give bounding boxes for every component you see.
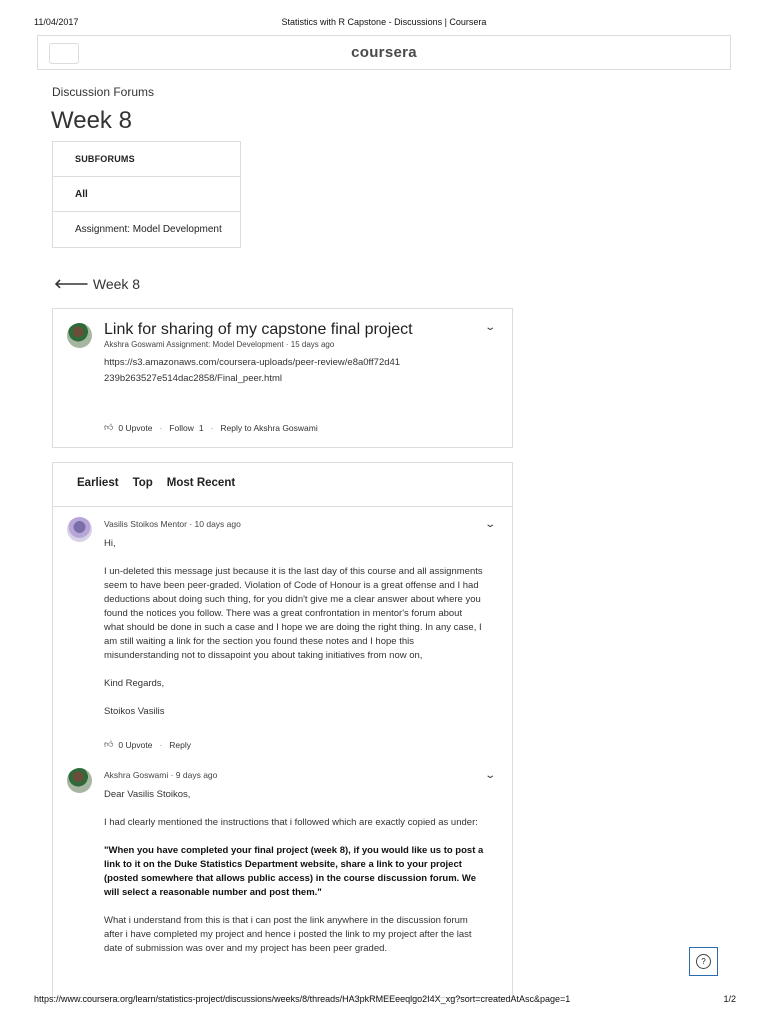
follow-button[interactable]: Follow bbox=[169, 422, 194, 433]
reply-post bbox=[53, 517, 512, 757]
separator-dot: · bbox=[159, 422, 163, 433]
subforums-heading: SUBFORUMS bbox=[53, 142, 240, 177]
post-quote: "When you have completed your final project (week 8), if you would like us to post a link to it on the Duke Statistics Department website, share a link to your project (posted somewhere that allows public access) in the course discussion forum. We will select a reasonable number and post them." bbox=[104, 845, 484, 898]
chevron-down-icon[interactable]: ⌄ bbox=[483, 322, 496, 333]
post-body bbox=[104, 537, 484, 733]
page-title: Week 8 bbox=[51, 107, 132, 134]
tab-most-recent[interactable]: Most Recent bbox=[166, 477, 236, 489]
separator-dot: · bbox=[159, 739, 163, 750]
coursera-logo[interactable]: coursera bbox=[351, 44, 417, 61]
follow-count: 1 bbox=[198, 422, 204, 433]
upvote-button[interactable]: 0 Upvote bbox=[118, 739, 153, 750]
chevron-down-icon[interactable]: ⌄ bbox=[483, 519, 496, 530]
separator-dot: · bbox=[210, 422, 214, 433]
back-link-label: Week 8 bbox=[92, 276, 141, 292]
back-arrow-icon: 🡐 bbox=[54, 276, 89, 291]
post-actions bbox=[104, 739, 191, 750]
post-paragraph: Stoikos Vasilis bbox=[104, 706, 165, 717]
print-header bbox=[0, 17, 768, 31]
post-paragraph: Dear Vasilis Stoikos, bbox=[104, 789, 191, 800]
tab-earliest[interactable]: Earliest bbox=[77, 477, 119, 489]
subforums-panel bbox=[52, 141, 241, 248]
sort-tabs bbox=[77, 477, 235, 489]
thread-meta: Akshra Goswami Assignment: Model Development · 15 days ago bbox=[104, 340, 335, 349]
help-icon: ? bbox=[696, 954, 711, 969]
thread-actions bbox=[104, 422, 318, 433]
post-paragraph: Hi, bbox=[104, 538, 116, 549]
replies-panel bbox=[52, 462, 513, 998]
tab-top[interactable]: Top bbox=[132, 477, 153, 489]
subforum-item-model-development[interactable]: Assignment: Model Development bbox=[75, 224, 222, 235]
print-date: 11/04/2017 bbox=[34, 17, 79, 27]
thumbs-up-icon[interactable]: 👍︎ bbox=[104, 739, 114, 749]
chevron-down-icon[interactable]: ⌄ bbox=[483, 770, 496, 781]
reply-post bbox=[53, 768, 512, 998]
post-meta: Akshra Goswami · 9 days ago bbox=[104, 770, 218, 780]
subforum-item-all[interactable]: All bbox=[53, 177, 240, 212]
print-title: Statistics with R Capstone - Discussions | Coursera bbox=[281, 17, 487, 27]
print-footer bbox=[0, 994, 768, 1008]
breadcrumb[interactable]: Discussion Forums bbox=[52, 85, 155, 99]
post-paragraph: Kind Regards, bbox=[104, 678, 165, 689]
reply-button[interactable]: Reply bbox=[169, 739, 192, 750]
thread-card bbox=[52, 308, 513, 448]
reply-button[interactable]: Reply to Akshra Goswami bbox=[220, 422, 318, 433]
post-paragraph: What i understand from this is that i can post the link anywhere in the discussion forum after i have completed my project and hence i posted the link to my project after the last date of submission was over and my project has been peer graded. bbox=[104, 915, 472, 954]
post-meta: Vasilis Stoikos Mentor · 10 days ago bbox=[104, 519, 241, 529]
avatar[interactable] bbox=[67, 768, 92, 793]
help-button[interactable] bbox=[689, 947, 718, 976]
avatar[interactable] bbox=[67, 517, 92, 542]
print-url: https://www.coursera.org/learn/statistics-project/discussions/weeks/8/threads/HA3pkRMEEeeqlgo2I4X_xg?sort=createdAtAsc&page=1 bbox=[34, 994, 571, 1004]
post-paragraph: I had clearly mentioned the instructions that i followed which are exactly copied as under: bbox=[104, 817, 478, 828]
avatar[interactable] bbox=[67, 323, 92, 348]
upvote-button[interactable]: 0 Upvote bbox=[118, 422, 153, 433]
back-to-week-link[interactable] bbox=[54, 276, 140, 292]
print-page-number: 1/2 bbox=[723, 994, 736, 1004]
top-navigation-bar bbox=[37, 35, 731, 70]
post-body bbox=[104, 788, 484, 970]
thread-title: Link for sharing of my capstone final project bbox=[104, 321, 413, 338]
thread-body-link[interactable]: https://s3.amazonaws.com/coursera-uploads/peer-review/e8a0ff72d41239b263527e514dac2858/Final_peer.html bbox=[104, 357, 401, 384]
divider bbox=[53, 506, 512, 507]
thumbs-up-icon[interactable]: 👍︎ bbox=[104, 422, 114, 432]
post-paragraph: I un-deleted this message just because it is the last day of this course and all assignments seem to have been peer-graded. Violation of Code of Honour is a great offense and I had deductions about doing such thing, for you didn't give me a clear answer about where you found the notices you follow. There was a great confrontation in mentor's forum about what should be done in such a case and I hope we are doing the right thing. In any case, I am still waiting a link for the section you found these notes and I hope this misunderstanding not to dissapoint you about taking initiatives from now on, bbox=[104, 566, 483, 661]
